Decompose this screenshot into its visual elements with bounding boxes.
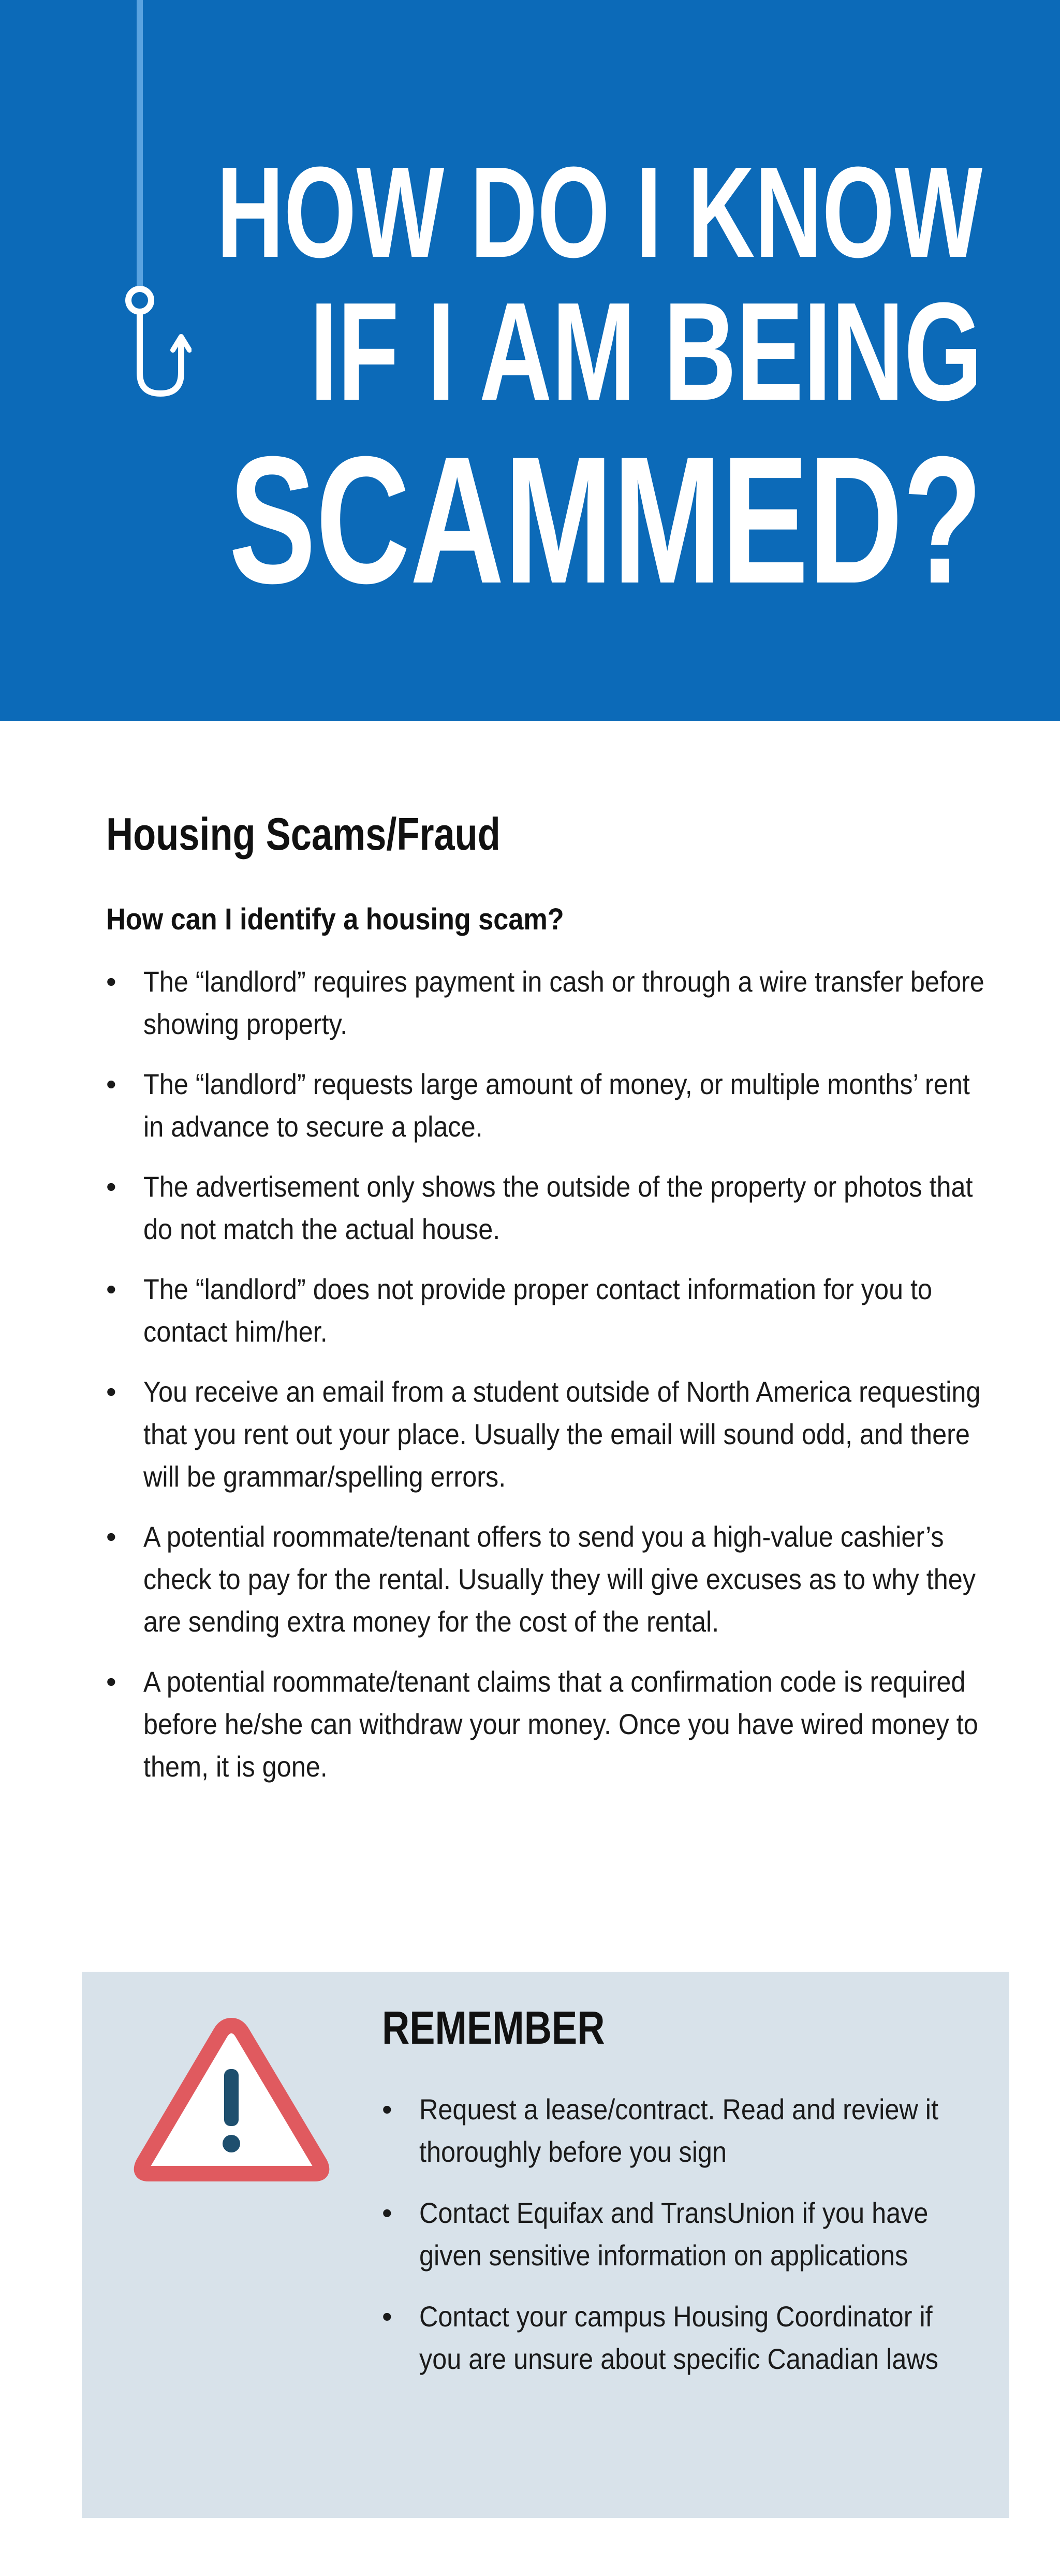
list-item-text: Request a lease/contract. Read and review it thoroughly before you sign	[419, 2093, 938, 2168]
fish-hook-icon	[119, 0, 192, 414]
section-title: Housing Scams/Fraud	[106, 808, 500, 860]
warning-icon	[129, 2008, 334, 2189]
hero-title-line-3: SCAMMED?	[229, 419, 982, 621]
list-item	[382, 2088, 977, 2173]
main-content	[106, 808, 996, 1806]
remember-box	[82, 1972, 1009, 2518]
list-item	[382, 2192, 977, 2277]
list-item-text: Contact Equifax and TransUnion if you have given sensitive information on applications	[419, 2196, 929, 2272]
list-item	[382, 2295, 977, 2380]
list-item-text: The “landlord” requests large amount of money, or multiple months’ rent in advance to secure a place.	[143, 1067, 970, 1143]
bullet-icon: •	[106, 1520, 116, 1553]
list-item	[106, 1268, 996, 1353]
list-item-text: A potential roommate/tenant claims that a confirmation code is required before he/she can withdraw your money. Once you have wired money to them, it is gone.	[143, 1665, 978, 1783]
list-item-text: Contact your campus Housing Coordinator if you are unsure about specific Canadian laws	[419, 2300, 939, 2375]
list-item-text: The “landlord” does not provide proper contact information for you to contact him/her.	[143, 1272, 933, 1348]
list-item	[106, 1166, 996, 1250]
list-item-text: The advertisement only shows the outside of the property or photos that do not match the actual house.	[143, 1170, 973, 1245]
bullet-icon: •	[106, 1375, 116, 1408]
bullet-icon: •	[106, 965, 116, 998]
section-question: How can I identify a housing scam?	[106, 903, 564, 937]
list-item	[106, 960, 996, 1045]
list-item-text: You receive an email from a student outside of North America requesting that you rent out your place. Usually the email will sound odd, and there will be grammar/spelling errors.	[143, 1375, 981, 1493]
remember-list	[382, 2088, 977, 2399]
list-item-text: The “landlord” requires payment in cash or through a wire transfer before showing property.	[143, 965, 984, 1040]
list-item	[106, 1516, 996, 1643]
remember-title: REMEMBER	[382, 2002, 605, 2054]
bullet-icon: •	[106, 1272, 116, 1305]
bullet-icon: •	[106, 1665, 116, 1698]
list-item	[106, 1063, 996, 1148]
bullet-icon: •	[382, 2093, 392, 2126]
list-item-text: A potential roommate/tenant offers to send you a high-value cashier’s check to pay for the rental. Usually they will give excuses as to why they are sending extra money for the cost of the rental.	[143, 1520, 976, 1638]
list-item	[106, 1661, 996, 1788]
hero-banner	[0, 0, 1060, 721]
hero-title-line-2: IF I AM BEING	[310, 274, 982, 430]
list-item	[106, 1371, 996, 1498]
bullet-icon: •	[382, 2196, 392, 2229]
bullet-icon: •	[106, 1067, 116, 1100]
scam-signs-list	[106, 960, 996, 1788]
bullet-icon: •	[382, 2300, 392, 2333]
bullet-icon: •	[106, 1170, 116, 1203]
hero-title-line-1: HOW DO I KNOW	[216, 140, 982, 284]
